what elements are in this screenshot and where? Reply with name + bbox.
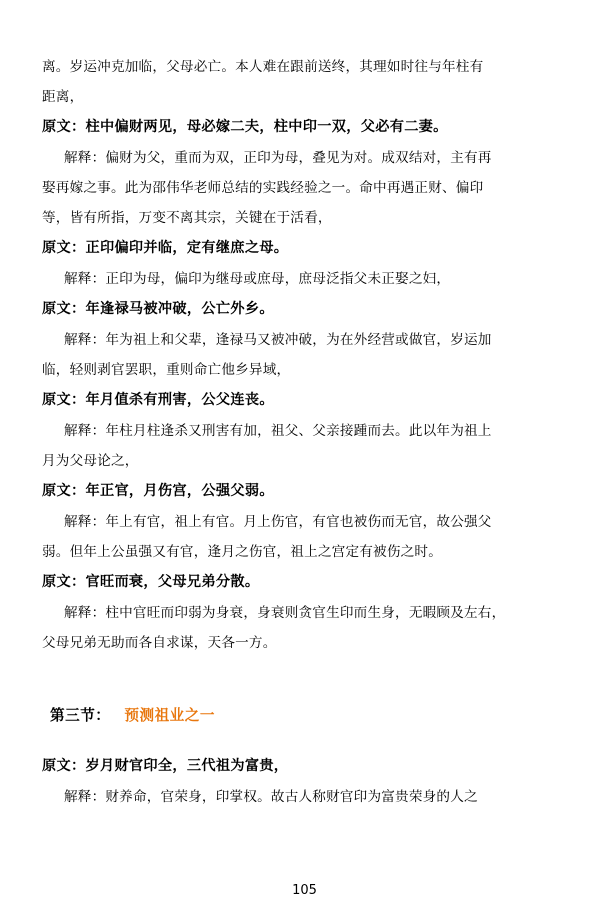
- page-number: 105: [292, 883, 317, 898]
- paragraph-yuanwen: [42, 567, 567, 598]
- text-line: 解释：柱中官旺而印弱为身衰，身衰则贪官生印而生身，无暇顾及左右，: [64, 605, 506, 621]
- paragraph-yuanwen: [42, 385, 567, 416]
- text-line: 原文：官旺而衰，父母兄弟分散。: [42, 574, 260, 590]
- paragraph-yuanwen: [42, 751, 567, 782]
- section-label: 第三节：: [50, 707, 111, 724]
- paragraph-yuanwen: [42, 294, 567, 325]
- text-line: 原文：年逢禄马被冲破，公亡外乡。: [42, 301, 274, 317]
- paragraph-jieshi: [42, 782, 567, 812]
- section-heading: [42, 700, 567, 731]
- paragraph-continuation: [42, 52, 567, 112]
- text-line: 解释：年为祖上和父辈，逢禄马又被冲破，为在外经营或做官，岁运加: [64, 332, 492, 348]
- paragraph-yuanwen: [42, 112, 567, 143]
- paragraph-yuanwen: [42, 233, 567, 264]
- paragraph-jieshi: [42, 507, 567, 567]
- text-line: 娶再嫁之事。此为邵伟华老师总结的实践经验之一。命中再遇正财、偏印: [42, 180, 484, 196]
- text-line: 离。岁运冲克加临，父母必亡。本人难在跟前送终，其理如时往与年柱有: [42, 59, 484, 75]
- text-line: 解释：正印为母，偏印为继母或庶母，庶母泛指父未正娶之妇，: [64, 271, 451, 287]
- text-line: 父母兄弟无助而各自求谋，天各一方。: [42, 635, 277, 651]
- text-line: 解释：年上有官，祖上有官。月上伤官，有官也被伤而无官，故公强父: [64, 514, 492, 530]
- paragraph-jieshi: [42, 325, 567, 385]
- paragraph-jieshi: [42, 598, 567, 658]
- text-line: 解释：偏财为父，重而为双，正印为母，叠见为对。成双结对，主有再: [64, 150, 492, 166]
- text-line: 月为父母论之，: [42, 453, 139, 469]
- text-line: 解释：财养命，官荣身，印掌权。故古人称财官印为富贵荣身的人之: [64, 789, 478, 805]
- text-line: 原文：年月值杀有刑害，公父连丧。: [42, 392, 274, 408]
- text-line: 原文：岁月财官印全，三代祖为富贵，: [42, 758, 289, 774]
- text-line: 等，皆有所指，万变不离其宗，关键在于活看，: [42, 210, 332, 226]
- paragraph-yuanwen: [42, 476, 567, 507]
- paragraph-jieshi: [42, 143, 567, 233]
- text-line: 原文：柱中偏财两见，母必嫁二夫，柱中印一双，父必有二妻。: [42, 119, 448, 135]
- section-title: 预测祖业之一: [124, 707, 215, 724]
- text-line: 原文：年正官，月伤宫，公强父弱。: [42, 483, 274, 499]
- text-line: 临，轻则剥官罢职，重则命亡他乡异域，: [42, 362, 291, 378]
- text-line: 弱。但年上公虽强又有官，逢月之伤官，祖上之宫定有被伤之时。: [42, 544, 443, 560]
- text-line: 解释：年柱月柱逢杀又刑害有加，祖父、父亲接踵而去。此以年为祖上: [64, 423, 492, 439]
- document-body: [42, 52, 567, 812]
- text-line: 原文：正印偏印并临，定有继庶之母。: [42, 240, 289, 256]
- paragraph-jieshi: [42, 416, 567, 476]
- paragraph-jieshi: [42, 264, 567, 294]
- text-line: 距离，: [42, 89, 84, 105]
